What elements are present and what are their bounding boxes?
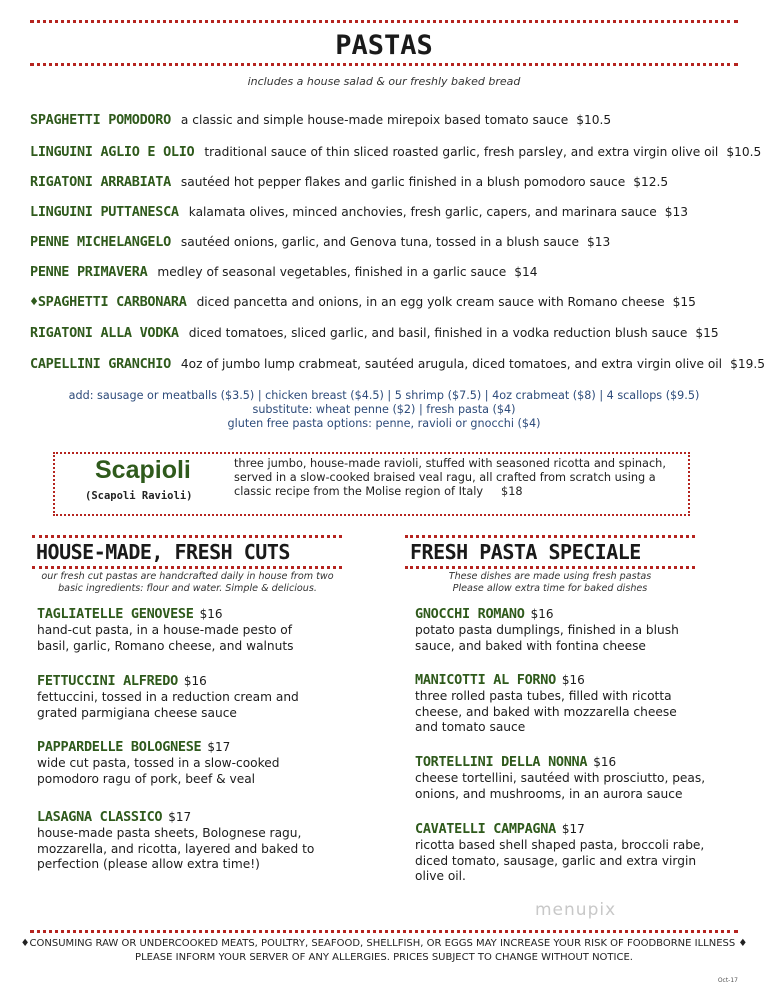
- fresh-cuts-title: HOUSE-MADE, FRESH CUTS: [36, 540, 290, 564]
- specials-note: These dishes are made using fresh pastas Please allow extra time for baked dishes: [448, 571, 652, 594]
- scapioli-price: $18: [501, 485, 523, 498]
- menu-item: LASAGNA CLASSICO $17 house-made pasta sheets, Bolognese ragu, mozzarella, and ricotta, layered and baked to perfection (please allow extra time!): [37, 809, 315, 871]
- page-subtitle: includes a house salad & our freshly baked bread: [247, 75, 521, 88]
- scapioli-title: Scapioli: [95, 456, 191, 484]
- page-title: PASTAS: [335, 30, 433, 61]
- menu-item: CAPELLINI GRANCHIO 4oz of jumbo lump crabmeat, sautéed arugula, diced tomatoes, and extra virgin olive oil $19.5: [30, 356, 765, 372]
- menu-item: PENNE MICHELANGELO sautéed onions, garlic, and Genova tuna, tossed in a blush sauce $13: [30, 234, 611, 250]
- menu-item: LINGUINI AGLIO E OLIO traditional sauce of thin sliced roasted garlic, fresh parsley, and extra virgin olive oil $10.5: [30, 144, 762, 160]
- disclaimer: [0, 937, 768, 965]
- date-stamp: Oct-17: [717, 977, 738, 984]
- specials-bottom-divider: [405, 566, 695, 569]
- menu-item: GNOCCHI ROMANO $16 potato pasta dumplings, finished in a blush sauce, and baked with fontina cheese: [415, 606, 679, 653]
- menu-item: TAGLIATELLE GENOVESE $16 hand-cut pasta, in a house-made pesto of basil, garlic, Romano cheese, and walnuts: [37, 606, 294, 653]
- specials-title: FRESH PASTA SPECIALE: [410, 540, 641, 564]
- scapioli-description: three jumbo, house-made ravioli, stuffed with seasoned ricotta and spinach, served in a slow-cooked braised veal ragu, all crafted from scratch using a classic recipe from the Molise region of Italy $18: [234, 457, 666, 498]
- substitute-line: substitute: wheat penne ($2) | fresh pasta ($4): [252, 403, 516, 416]
- menu-item: PENNE PRIMAVERA medley of seasonal vegetables, finished in a garlic sauce $14: [30, 264, 538, 280]
- watermark: menupix: [535, 900, 617, 920]
- title-divider: [30, 63, 738, 66]
- disclaimer-line-1: ♦CONSUMING RAW OR UNDERCOOKED MEATS, POULTRY, SEAFOOD, SHELLFISH, OR EGGS MAY INCREASE YOUR RISK OF FOODBORNE ILLNESS ♦: [20, 938, 748, 949]
- menu-item: RIGATONI ALLA VODKA diced tomatoes, sliced garlic, and basil, finished in a vodka reduction blush sauce $15: [30, 325, 719, 341]
- menu-item: CAVATELLI CAMPAGNA $17 ricotta based shell shaped pasta, broccoli rabe, diced tomato, sausage, garlic and extra virgin olive oil.: [415, 821, 705, 883]
- fresh-cuts-top-divider: [32, 535, 342, 538]
- menu-item: FETTUCCINI ALFREDO $16 fettuccini, tossed in a reduction cream and grated parmigiana cheese sauce: [37, 673, 299, 720]
- menu-item: LINGUINI PUTTANESCA kalamata olives, minced anchovies, fresh garlic, capers, and marinara sauce $13: [30, 204, 688, 220]
- disclaimer-line-2: PLEASE INFORM YOUR SERVER OF ANY ALLERGIES. PRICES SUBJECT TO CHANGE WITHOUT NOTICE.: [135, 952, 633, 963]
- menu-item: TORTELLINI DELLA NONNA $16 cheese tortellini, sautéed with prosciutto, peas, onions, and mushrooms, in an aurora sauce: [415, 754, 706, 801]
- menu-item: RIGATONI ARRABIATA sautéed hot pepper flakes and garlic finished in a blush pomodoro sauce $12.5: [30, 174, 669, 190]
- menu-item: ♦SPAGHETTI CARBONARA diced pancetta and onions, in an egg yolk cream sauce with Romano cheese $15: [30, 294, 696, 310]
- fresh-cuts-bottom-divider: [32, 566, 342, 569]
- fresh-cuts-note: our fresh cut pastas are handcrafted daily in house from two basic ingredients: flour and water. Simple & delicious.: [41, 571, 334, 594]
- footer-divider: [30, 930, 738, 933]
- menu-item: MANICOTTI AL FORNO $16 three rolled pasta tubes, filled with ricotta cheese, and baked with mozzarella cheese and tomato sauce: [415, 672, 677, 734]
- gluten-free-line: gluten free pasta options: penne, ravioli or gnocchi ($4): [227, 417, 541, 430]
- scapioli-subtitle: (Scapoli Ravioli): [85, 490, 193, 502]
- menu-item: PAPPARDELLE BOLOGNESE $17 wide cut pasta, tossed in a slow-cooked pomodoro ragu of pork, beef & veal: [37, 739, 280, 786]
- specials-top-divider: [405, 535, 695, 538]
- menu-item: SPAGHETTI POMODORO a classic and simple house-made mirepoix based tomato sauce $10.5: [30, 112, 612, 128]
- top-divider: [30, 20, 738, 23]
- addon-line: add: sausage or meatballs ($3.5) | chicken breast ($4.5) | 5 shrimp ($7.5) | 4oz crabmeat ($8) | 4 scallops ($9.5): [68, 389, 700, 402]
- addons: [0, 389, 768, 431]
